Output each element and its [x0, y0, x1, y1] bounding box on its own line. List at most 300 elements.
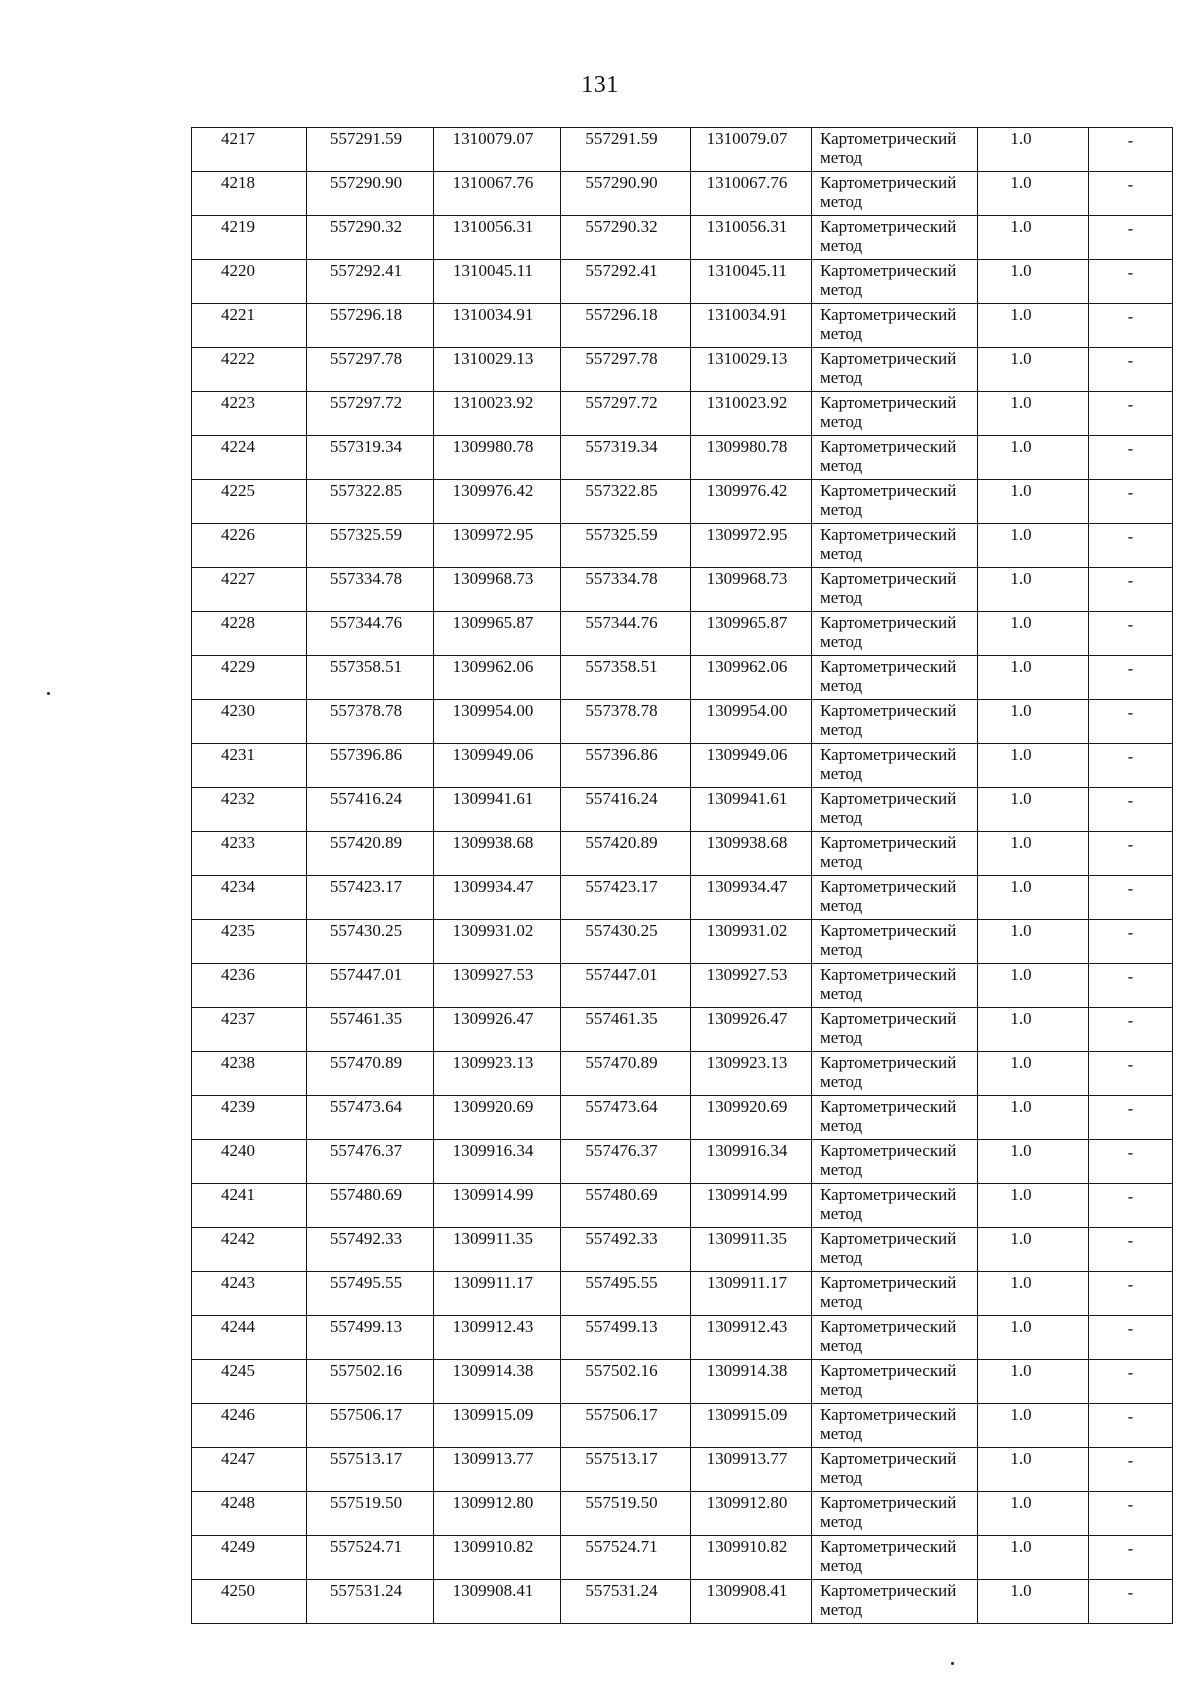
method-label-continued: метод — [820, 1336, 863, 1355]
point-number-cell: 4221 — [192, 304, 307, 348]
x-new-cell: 557358.51 — [561, 656, 691, 700]
note-cell: - — [1089, 876, 1173, 920]
method-label-continued: метод — [820, 1468, 863, 1487]
y-old-cell: 1309912.80 — [434, 1492, 561, 1536]
method-cell — [812, 524, 978, 568]
table-row — [192, 1228, 1173, 1272]
point-number-cell: 4229 — [192, 656, 307, 700]
x-old-cell: 557396.86 — [307, 744, 434, 788]
x-new-cell: 557476.37 — [561, 1140, 691, 1184]
y-new-cell: 1309941.61 — [691, 788, 812, 832]
x-old-cell: 557476.37 — [307, 1140, 434, 1184]
accuracy-cell: 1.0 — [978, 612, 1089, 656]
method-label-continued: метод — [820, 1292, 863, 1311]
point-number-cell: 4234 — [192, 876, 307, 920]
y-new-cell: 1309912.43 — [691, 1316, 812, 1360]
method-label: Картометрический — [820, 613, 957, 632]
y-new-cell: 1309972.95 — [691, 524, 812, 568]
y-new-cell: 1309914.99 — [691, 1184, 812, 1228]
table-row — [192, 348, 1173, 392]
note-cell: - — [1089, 612, 1173, 656]
point-number-cell: 4246 — [192, 1404, 307, 1448]
point-number-cell: 4230 — [192, 700, 307, 744]
accuracy-cell: 1.0 — [978, 1316, 1089, 1360]
y-old-cell: 1310029.13 — [434, 348, 561, 392]
accuracy-cell: 1.0 — [978, 1052, 1089, 1096]
accuracy-cell: 1.0 — [978, 1492, 1089, 1536]
accuracy-cell: 1.0 — [978, 656, 1089, 700]
method-cell — [812, 1184, 978, 1228]
x-new-cell: 557292.41 — [561, 260, 691, 304]
method-label: Картометрический — [820, 1053, 957, 1072]
method-cell — [812, 128, 978, 172]
y-old-cell: 1309914.99 — [434, 1184, 561, 1228]
point-number-cell: 4217 — [192, 128, 307, 172]
x-new-cell: 557420.89 — [561, 832, 691, 876]
x-new-cell: 557430.25 — [561, 920, 691, 964]
point-number-cell: 4250 — [192, 1580, 307, 1624]
y-new-cell: 1310034.91 — [691, 304, 812, 348]
method-cell — [812, 436, 978, 480]
method-label: Картометрический — [820, 525, 957, 544]
table-row — [192, 744, 1173, 788]
method-label: Картометрический — [820, 1581, 957, 1600]
note-cell: - — [1089, 1272, 1173, 1316]
method-label-continued: метод — [820, 896, 863, 915]
y-new-cell: 1310056.31 — [691, 216, 812, 260]
method-label-continued: метод — [820, 720, 863, 739]
note-cell: - — [1089, 656, 1173, 700]
y-old-cell: 1309968.73 — [434, 568, 561, 612]
method-label-continued: метод — [820, 1028, 863, 1047]
x-old-cell: 557292.41 — [307, 260, 434, 304]
point-number-cell: 4222 — [192, 348, 307, 392]
y-new-cell: 1310079.07 — [691, 128, 812, 172]
x-new-cell: 557495.55 — [561, 1272, 691, 1316]
x-old-cell: 557344.76 — [307, 612, 434, 656]
note-cell: - — [1089, 1052, 1173, 1096]
y-old-cell: 1309913.77 — [434, 1448, 561, 1492]
x-new-cell: 557513.17 — [561, 1448, 691, 1492]
x-new-cell: 557334.78 — [561, 568, 691, 612]
point-number-cell: 4219 — [192, 216, 307, 260]
y-old-cell: 1309912.43 — [434, 1316, 561, 1360]
y-new-cell: 1309920.69 — [691, 1096, 812, 1140]
x-old-cell: 557322.85 — [307, 480, 434, 524]
x-old-cell: 557420.89 — [307, 832, 434, 876]
y-new-cell: 1309911.17 — [691, 1272, 812, 1316]
method-label: Картометрический — [820, 1097, 957, 1116]
y-new-cell: 1309926.47 — [691, 1008, 812, 1052]
y-new-cell: 1309908.41 — [691, 1580, 812, 1624]
accuracy-cell: 1.0 — [978, 392, 1089, 436]
accuracy-cell: 1.0 — [978, 964, 1089, 1008]
method-cell — [812, 700, 978, 744]
method-cell — [812, 964, 978, 1008]
y-old-cell: 1309976.42 — [434, 480, 561, 524]
table-row — [192, 1492, 1173, 1536]
accuracy-cell: 1.0 — [978, 1272, 1089, 1316]
method-cell — [812, 1228, 978, 1272]
x-new-cell: 557297.72 — [561, 392, 691, 436]
note-cell: - — [1089, 524, 1173, 568]
x-old-cell: 557480.69 — [307, 1184, 434, 1228]
table-row — [192, 964, 1173, 1008]
accuracy-cell: 1.0 — [978, 304, 1089, 348]
note-cell: - — [1089, 1008, 1173, 1052]
y-new-cell: 1310023.92 — [691, 392, 812, 436]
point-number-cell: 4247 — [192, 1448, 307, 1492]
y-new-cell: 1309923.13 — [691, 1052, 812, 1096]
point-number-cell: 4228 — [192, 612, 307, 656]
y-new-cell: 1309915.09 — [691, 1404, 812, 1448]
method-label: Картометрический — [820, 745, 957, 764]
point-number-cell: 4241 — [192, 1184, 307, 1228]
method-label: Картометрический — [820, 1009, 957, 1028]
point-number-cell: 4227 — [192, 568, 307, 612]
y-old-cell: 1309938.68 — [434, 832, 561, 876]
x-new-cell: 557378.78 — [561, 700, 691, 744]
accuracy-cell: 1.0 — [978, 1228, 1089, 1272]
method-label: Картометрический — [820, 1317, 957, 1336]
y-new-cell: 1309931.02 — [691, 920, 812, 964]
y-old-cell: 1309911.35 — [434, 1228, 561, 1272]
method-label: Картометрический — [820, 393, 957, 412]
note-cell: - — [1089, 172, 1173, 216]
x-new-cell: 557473.64 — [561, 1096, 691, 1140]
y-old-cell: 1309931.02 — [434, 920, 561, 964]
table-row — [192, 172, 1173, 216]
y-old-cell: 1309934.47 — [434, 876, 561, 920]
method-cell — [812, 920, 978, 964]
x-new-cell: 557480.69 — [561, 1184, 691, 1228]
accuracy-cell: 1.0 — [978, 1404, 1089, 1448]
x-old-cell: 557416.24 — [307, 788, 434, 832]
method-cell — [812, 788, 978, 832]
table-row — [192, 480, 1173, 524]
note-cell: - — [1089, 1228, 1173, 1272]
method-label-continued: метод — [820, 192, 863, 211]
y-old-cell: 1310079.07 — [434, 128, 561, 172]
method-cell — [812, 480, 978, 524]
method-label: Картометрический — [820, 305, 957, 324]
method-label: Картометрический — [820, 129, 957, 148]
y-old-cell: 1309980.78 — [434, 436, 561, 480]
x-old-cell: 557290.90 — [307, 172, 434, 216]
accuracy-cell: 1.0 — [978, 1448, 1089, 1492]
table-row — [192, 656, 1173, 700]
method-cell — [812, 1140, 978, 1184]
table-row — [192, 1272, 1173, 1316]
y-old-cell: 1310067.76 — [434, 172, 561, 216]
table-row — [192, 700, 1173, 744]
y-new-cell: 1309910.82 — [691, 1536, 812, 1580]
point-number-cell: 4244 — [192, 1316, 307, 1360]
method-label-continued: метод — [820, 588, 863, 607]
y-new-cell: 1309954.00 — [691, 700, 812, 744]
method-label: Картометрический — [820, 173, 957, 192]
x-new-cell: 557322.85 — [561, 480, 691, 524]
note-cell: - — [1089, 744, 1173, 788]
method-cell — [812, 1272, 978, 1316]
x-new-cell: 557447.01 — [561, 964, 691, 1008]
y-new-cell: 1310067.76 — [691, 172, 812, 216]
x-new-cell: 557492.33 — [561, 1228, 691, 1272]
x-old-cell: 557519.50 — [307, 1492, 434, 1536]
point-number-cell: 4223 — [192, 392, 307, 436]
note-cell: - — [1089, 568, 1173, 612]
note-cell: - — [1089, 348, 1173, 392]
page-number: 131 — [581, 72, 619, 98]
y-old-cell: 1310056.31 — [434, 216, 561, 260]
table-row — [192, 788, 1173, 832]
note-cell: - — [1089, 1360, 1173, 1404]
x-old-cell: 557423.17 — [307, 876, 434, 920]
y-old-cell: 1309908.41 — [434, 1580, 561, 1624]
method-label: Картометрический — [820, 1229, 957, 1248]
method-label: Картометрический — [820, 1537, 957, 1556]
table-row — [192, 128, 1173, 172]
x-old-cell: 557461.35 — [307, 1008, 434, 1052]
x-old-cell: 557325.59 — [307, 524, 434, 568]
accuracy-cell: 1.0 — [978, 788, 1089, 832]
accuracy-cell: 1.0 — [978, 1536, 1089, 1580]
method-label-continued: метод — [820, 324, 863, 343]
x-new-cell: 557499.13 — [561, 1316, 691, 1360]
x-new-cell: 557502.16 — [561, 1360, 691, 1404]
x-old-cell: 557297.78 — [307, 348, 434, 392]
table-row — [192, 260, 1173, 304]
method-label-continued: метод — [820, 940, 863, 959]
point-number-cell: 4236 — [192, 964, 307, 1008]
x-new-cell: 557531.24 — [561, 1580, 691, 1624]
y-old-cell: 1309949.06 — [434, 744, 561, 788]
point-number-cell: 4243 — [192, 1272, 307, 1316]
method-label: Картометрический — [820, 965, 957, 984]
x-new-cell: 557297.78 — [561, 348, 691, 392]
point-number-cell: 4238 — [192, 1052, 307, 1096]
y-new-cell: 1309912.80 — [691, 1492, 812, 1536]
x-old-cell: 557473.64 — [307, 1096, 434, 1140]
y-old-cell: 1309962.06 — [434, 656, 561, 700]
method-label-continued: метод — [820, 676, 863, 695]
y-old-cell: 1309910.82 — [434, 1536, 561, 1580]
note-cell: - — [1089, 480, 1173, 524]
y-new-cell: 1309916.34 — [691, 1140, 812, 1184]
method-cell — [812, 1536, 978, 1580]
y-new-cell: 1309980.78 — [691, 436, 812, 480]
method-cell — [812, 1492, 978, 1536]
method-label: Картометрический — [820, 1405, 957, 1424]
x-new-cell: 557396.86 — [561, 744, 691, 788]
method-label-continued: метод — [820, 148, 863, 167]
method-label-continued: метод — [820, 280, 863, 299]
method-label: Картометрический — [820, 657, 957, 676]
y-new-cell: 1309913.77 — [691, 1448, 812, 1492]
accuracy-cell: 1.0 — [978, 1008, 1089, 1052]
note-cell: - — [1089, 436, 1173, 480]
table-row — [192, 1536, 1173, 1580]
accuracy-cell: 1.0 — [978, 1096, 1089, 1140]
x-old-cell: 557524.71 — [307, 1536, 434, 1580]
method-cell — [812, 348, 978, 392]
method-cell — [812, 1360, 978, 1404]
x-old-cell: 557513.17 — [307, 1448, 434, 1492]
y-old-cell: 1309926.47 — [434, 1008, 561, 1052]
x-new-cell: 557470.89 — [561, 1052, 691, 1096]
note-cell: - — [1089, 1140, 1173, 1184]
method-cell — [812, 568, 978, 612]
note-cell: - — [1089, 920, 1173, 964]
y-old-cell: 1309920.69 — [434, 1096, 561, 1140]
method-label: Картометрический — [820, 1493, 957, 1512]
method-cell — [812, 1096, 978, 1140]
y-old-cell: 1309914.38 — [434, 1360, 561, 1404]
method-label: Картометрический — [820, 261, 957, 280]
method-label-continued: метод — [820, 1248, 863, 1267]
x-new-cell: 557290.90 — [561, 172, 691, 216]
y-old-cell: 1309927.53 — [434, 964, 561, 1008]
method-label: Картометрический — [820, 1141, 957, 1160]
x-old-cell: 557296.18 — [307, 304, 434, 348]
method-label-continued: метод — [820, 368, 863, 387]
point-number-cell: 4249 — [192, 1536, 307, 1580]
table-row — [192, 612, 1173, 656]
point-number-cell: 4218 — [192, 172, 307, 216]
method-label: Картометрический — [820, 349, 957, 368]
x-new-cell: 557296.18 — [561, 304, 691, 348]
y-old-cell: 1310023.92 — [434, 392, 561, 436]
table-row — [192, 1580, 1173, 1624]
note-cell: - — [1089, 832, 1173, 876]
coordinates-table — [191, 127, 1173, 1624]
method-label: Картометрический — [820, 1361, 957, 1380]
table-row — [192, 304, 1173, 348]
note-cell: - — [1089, 304, 1173, 348]
method-cell — [812, 744, 978, 788]
x-old-cell: 557502.16 — [307, 1360, 434, 1404]
method-label: Картометрический — [820, 481, 957, 500]
point-number-cell: 4239 — [192, 1096, 307, 1140]
accuracy-cell: 1.0 — [978, 260, 1089, 304]
point-number-cell: 4233 — [192, 832, 307, 876]
method-label-continued: метод — [820, 1116, 863, 1135]
method-label: Картометрический — [820, 833, 957, 852]
accuracy-cell: 1.0 — [978, 568, 1089, 612]
accuracy-cell: 1.0 — [978, 1184, 1089, 1228]
point-number-cell: 4245 — [192, 1360, 307, 1404]
table-row — [192, 524, 1173, 568]
method-cell — [812, 172, 978, 216]
point-number-cell: 4224 — [192, 436, 307, 480]
method-label-continued: метод — [820, 852, 863, 871]
table-row — [192, 1360, 1173, 1404]
point-number-cell: 4248 — [192, 1492, 307, 1536]
y-old-cell: 1309954.00 — [434, 700, 561, 744]
accuracy-cell: 1.0 — [978, 1140, 1089, 1184]
point-number-cell: 4220 — [192, 260, 307, 304]
x-old-cell: 557506.17 — [307, 1404, 434, 1448]
y-old-cell: 1309915.09 — [434, 1404, 561, 1448]
accuracy-cell: 1.0 — [978, 920, 1089, 964]
y-old-cell: 1309916.34 — [434, 1140, 561, 1184]
method-cell — [812, 612, 978, 656]
x-old-cell: 557358.51 — [307, 656, 434, 700]
x-old-cell: 557470.89 — [307, 1052, 434, 1096]
x-new-cell: 557325.59 — [561, 524, 691, 568]
table-row — [192, 1316, 1173, 1360]
accuracy-cell: 1.0 — [978, 128, 1089, 172]
table-row — [192, 920, 1173, 964]
x-new-cell: 557524.71 — [561, 1536, 691, 1580]
note-cell: - — [1089, 260, 1173, 304]
method-label: Картометрический — [820, 921, 957, 940]
y-new-cell: 1309949.06 — [691, 744, 812, 788]
x-new-cell: 557290.32 — [561, 216, 691, 260]
accuracy-cell: 1.0 — [978, 700, 1089, 744]
method-label: Картометрический — [820, 569, 957, 588]
method-label-continued: метод — [820, 544, 863, 563]
method-label-continued: метод — [820, 1204, 863, 1223]
x-old-cell: 557531.24 — [307, 1580, 434, 1624]
point-number-cell: 4242 — [192, 1228, 307, 1272]
method-label-continued: метод — [820, 1556, 863, 1575]
method-cell — [812, 832, 978, 876]
note-cell: - — [1089, 128, 1173, 172]
x-old-cell: 557291.59 — [307, 128, 434, 172]
method-label: Картометрический — [820, 701, 957, 720]
y-old-cell: 1310045.11 — [434, 260, 561, 304]
x-new-cell: 557319.34 — [561, 436, 691, 480]
note-cell: - — [1089, 1316, 1173, 1360]
note-cell: - — [1089, 700, 1173, 744]
point-number-cell: 4231 — [192, 744, 307, 788]
y-new-cell: 1309968.73 — [691, 568, 812, 612]
method-label: Картометрический — [820, 877, 957, 896]
x-old-cell: 557297.72 — [307, 392, 434, 436]
table-row — [192, 436, 1173, 480]
table-row — [192, 876, 1173, 920]
table-body — [192, 128, 1173, 1624]
x-new-cell: 557461.35 — [561, 1008, 691, 1052]
scan-speck — [47, 692, 50, 695]
y-old-cell: 1309911.17 — [434, 1272, 561, 1316]
method-cell — [812, 1008, 978, 1052]
table-row — [192, 832, 1173, 876]
x-old-cell: 557334.78 — [307, 568, 434, 612]
accuracy-cell: 1.0 — [978, 348, 1089, 392]
method-label-continued: метод — [820, 1424, 863, 1443]
point-number-cell: 4235 — [192, 920, 307, 964]
point-number-cell: 4226 — [192, 524, 307, 568]
note-cell: - — [1089, 1096, 1173, 1140]
note-cell: - — [1089, 1536, 1173, 1580]
x-new-cell: 557423.17 — [561, 876, 691, 920]
x-new-cell: 557291.59 — [561, 128, 691, 172]
x-old-cell: 557499.13 — [307, 1316, 434, 1360]
point-number-cell: 4232 — [192, 788, 307, 832]
table-row — [192, 216, 1173, 260]
note-cell: - — [1089, 1492, 1173, 1536]
method-label-continued: метод — [820, 1380, 863, 1399]
method-cell — [812, 1052, 978, 1096]
note-cell: - — [1089, 964, 1173, 1008]
accuracy-cell: 1.0 — [978, 832, 1089, 876]
y-new-cell: 1310029.13 — [691, 348, 812, 392]
x-old-cell: 557378.78 — [307, 700, 434, 744]
note-cell: - — [1089, 392, 1173, 436]
x-new-cell: 557416.24 — [561, 788, 691, 832]
